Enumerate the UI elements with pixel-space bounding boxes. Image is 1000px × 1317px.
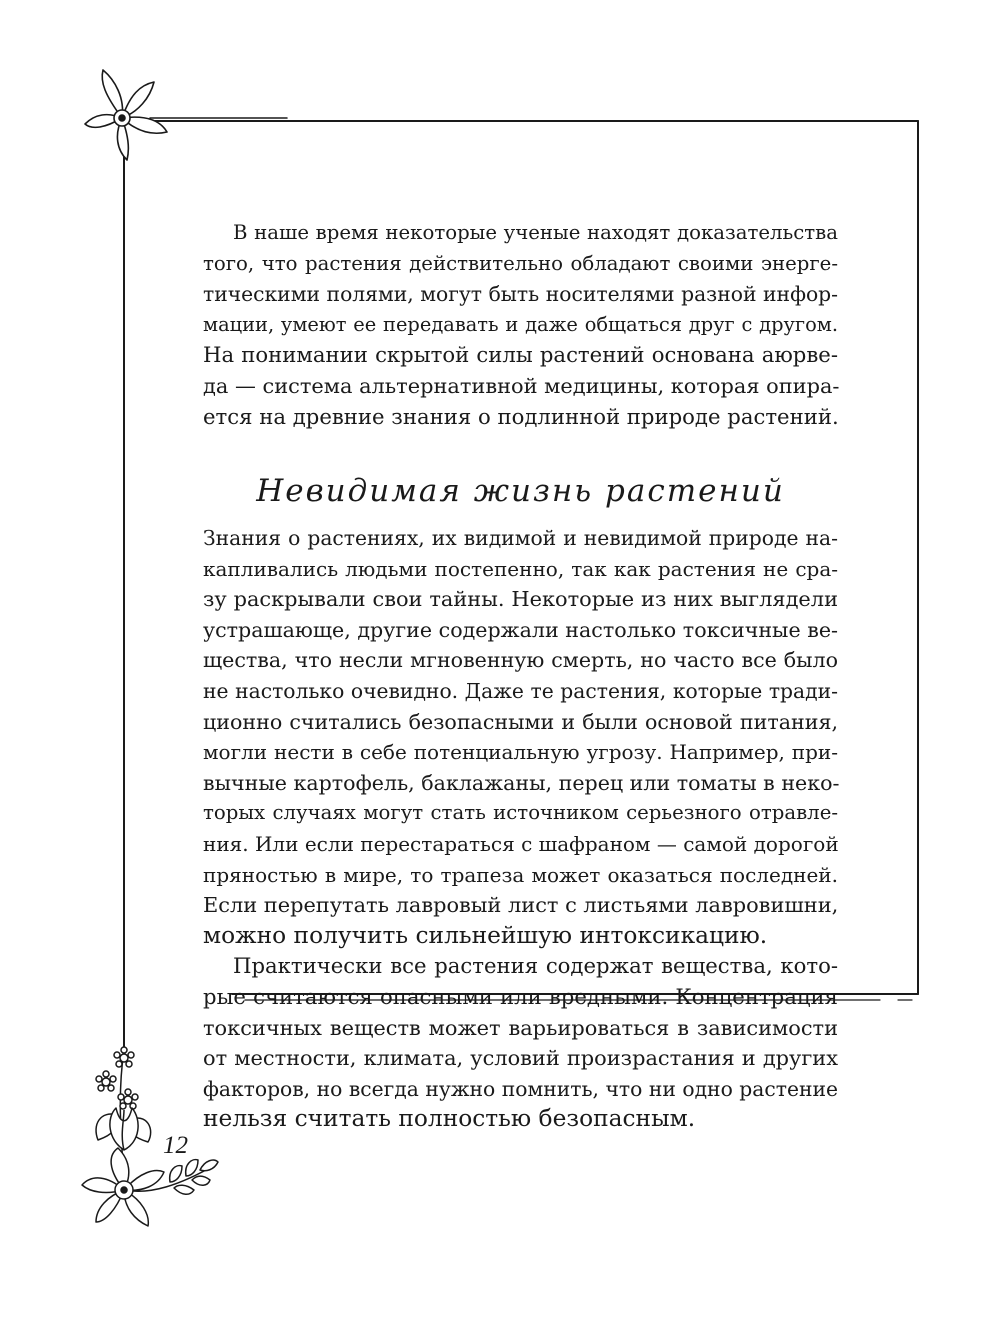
text-line: не настолько очевидно. Даже те растения, которые тради- — [203, 678, 838, 703]
section-heading: Невидимая жизнь растений — [256, 473, 785, 509]
paragraph-body — [203, 523, 838, 1135]
text-line: тическими полями, могут быть носителями разной инфор- — [203, 282, 838, 307]
text-line: Знания о растениях, их видимой и невидимой природе на- — [203, 526, 838, 550]
text-line: от местности, климата, условий произрастания и других — [203, 1046, 838, 1071]
text-line: капливались людьми постепенно, так как растения не сра- — [203, 556, 838, 581]
text-line: Если перепутать лавровый лист с листьями лавровишни, — [203, 893, 839, 918]
text-line: вычные картофель, баклажаны, перец или томаты в неко- — [203, 770, 840, 795]
text-line: торых случаях могут стать источником серьезного отравле- — [203, 801, 838, 825]
text-line: пряностью в мире, то трапеза может оказаться последней. — [203, 862, 838, 887]
text-line: нельзя считать полностью безопасным. — [203, 1105, 696, 1133]
text-line: На понимании скрытой силы растений основана аюрве- — [203, 342, 838, 368]
text-line: ется на древние знания о подлинной природе растений. — [203, 403, 839, 429]
text-line: токсичных веществ может варьироваться в зависимости — [203, 1015, 838, 1040]
text-line: В наше время некоторые ученые находят доказательства — [233, 221, 838, 244]
flower-icon-bottom — [82, 1047, 218, 1226]
text-line: могли нести в себе потенциальную угрозу. Например, при- — [203, 740, 838, 765]
paragraph-intro — [203, 218, 838, 432]
text-line: Практически все растения содержат вещества, кото- — [233, 953, 838, 979]
text-line: щества, что несли мгновенную смерть, но часто все было — [203, 648, 838, 673]
text-line: того, что растения действительно обладают своими энерге- — [203, 251, 838, 275]
text-line: рые считаются опасными или вредными. Концентрация — [203, 983, 838, 1009]
text-line: да — система альтернативной медицины, которая опира- — [203, 373, 840, 398]
text-line: ния. Или если перестараться с шафраном — самой дорогой — [203, 831, 839, 856]
text-line: зу раскрывали свои тайны. Некоторые из них выглядели — [203, 587, 838, 612]
text-line: устрашающе, другие содержали настолько токсичные ве- — [203, 617, 838, 642]
flower-icon-top — [85, 70, 167, 160]
text-line: мации, умеют ее передавать и даже общаться друг с другом. — [203, 312, 838, 336]
text-line: ционно считались безопасными и были основой питания, — [203, 709, 838, 734]
page-number: 12 — [163, 1132, 188, 1159]
text-line: можно получить сильнейшую интоксикацию. — [203, 921, 768, 949]
text-line: факторов, но всегда нужно помнить, что ни одно растение — [203, 1076, 838, 1101]
